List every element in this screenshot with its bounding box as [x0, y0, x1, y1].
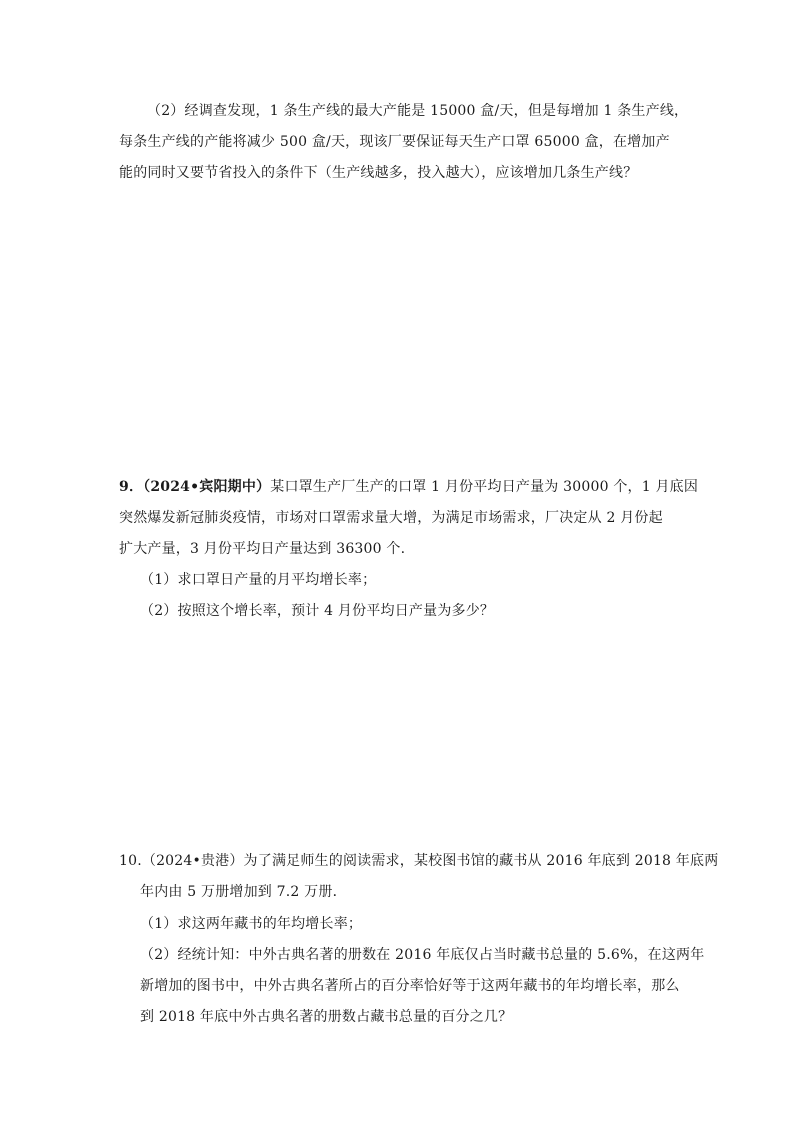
q8-part2-line2: 每条生产线的产能将减少 500 盒/天，现该厂要保证每天生产口罩 65000 盒，在增加产	[119, 134, 670, 150]
q10-line2: 年内由 5 万册增加到 7.2 万册．	[140, 884, 347, 900]
q9-line1-text: 某口罩生产厂生产的口罩 1 月份平均日产量为 30000 个，1 月底因	[270, 479, 699, 495]
q9-line1	[119, 477, 698, 497]
q8-part2-line3: 能的同时又要节省投入的条件下（生产线越多，投入越大），应该增加几条生产线？	[119, 165, 638, 181]
q9-line2: 突然爆发新冠肺炎疫情，市场对口罩需求量大增，为满足市场需求，厂决定从 2 月份起	[119, 510, 663, 526]
q10-part2-line2: 新增加的图书中，中外古典名著所占的百分率恰好等于这两年藏书的年均增长率，那么	[140, 978, 680, 994]
q8-part2-line1: （2）经调查发现，1 条生产线的最大产能是 15000 盒/天，但是每增加 1 条生产线，	[147, 103, 689, 119]
q10-part2-line3: 到 2018 年底中外古典名著的册数占藏书总量的百分之几？	[140, 1009, 513, 1025]
q10-part1: （1）求这两年藏书的年均增长率；	[140, 916, 363, 932]
q9-line3: 扩大产量，3 月份平均日产量达到 36300 个.	[119, 541, 406, 557]
q10-line1: 10.（2024•贵港）为了满足师生的阅读需求，某校图书馆的藏书从 2016 年底到 2018 年底两	[119, 853, 719, 869]
q9-source: （2024•宾阳期中）	[143, 479, 271, 495]
q9-part1: （1）求口罩日产量的月平均增长率；	[140, 572, 377, 588]
q10-part2-line1: （2）经统计知：中外古典名著的册数在 2016 年底仅占当时藏书总量的 5.6%，在这两年	[140, 947, 705, 963]
q9-number: 9．	[119, 479, 144, 495]
q9-part2: （2）按照这个增长率，预计 4 月份平均日产量为多少？	[140, 603, 495, 619]
